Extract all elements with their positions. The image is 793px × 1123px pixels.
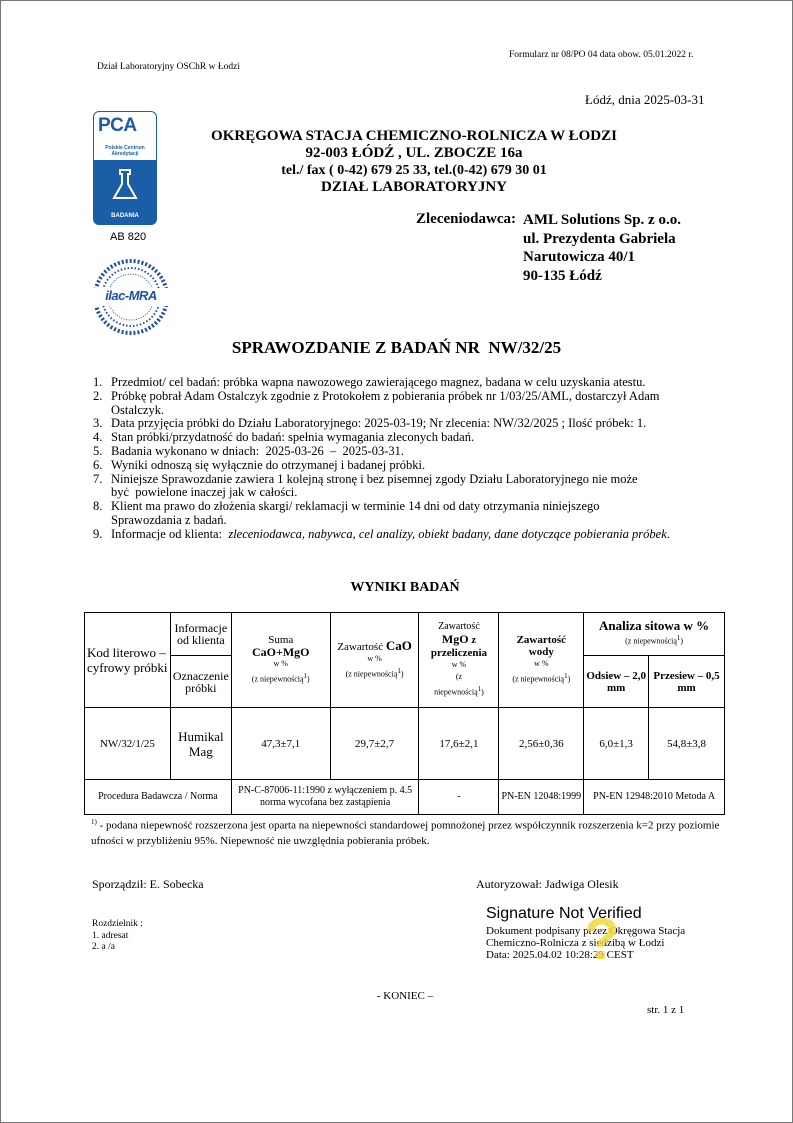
client-line-3: Narutowicza 40/1 — [523, 249, 636, 265]
header-mgo: Zawartość MgO z przeliczenia w % (z niepewnością1) — [419, 613, 499, 708]
list-item: 3. Data przyjęcia próbki do Działu Laboratoryjnego: 2025-03-19; Nr zlecenia: NW/32/2025 ; Ilość próbek: 1. — [93, 416, 647, 431]
client-label: Zleceniodawca: — [416, 211, 516, 227]
procedure-mgo: - — [419, 780, 499, 815]
list-item: 4. Stan próbki/przydatność do badań: spełnia wymagania zleconych badań. — [93, 430, 475, 445]
results-title: WYNIKI BADAŃ — [350, 580, 460, 595]
list-item: 9. Informacje od klienta: zleceniodawca, nabywca, cel analizy, obiekt badany, dane dotyczące pobierania próbek. — [93, 526, 670, 541]
header-sample-mark: Oznaczenie próbki — [170, 656, 231, 708]
cell-przesiew: 54,8±3,8 — [649, 708, 725, 780]
station-name: OKRĘGOWA STACJA CHEMICZNO-ROLNICZA W ŁODZI — [211, 128, 617, 144]
list-item: 7. Niniejsze Sprawozdanie zawiera 1 kolejną stronę i bez pisemnej zgody Działu Laboratoryjnego nie może — [93, 471, 638, 486]
page-number: str. 1 z 1 — [647, 1004, 685, 1016]
list-item-continued: byċ powielone inaczej jak w całości. — [111, 485, 298, 500]
results-table — [84, 612, 725, 815]
procedure-sum-cao: PN-C-87006-11:1990 z wyłączeniem p. 4.5 norma wycofana bez zastąpienia — [231, 780, 419, 815]
report-title: SPRAWOZDANIE Z BADAŃ NR NW/32/25 — [231, 338, 562, 357]
question-mark-icon: ? — [584, 907, 620, 972]
header-code: Kod literowo –cyfrowy próbki — [85, 613, 171, 708]
end-marker: - KONIEC – — [376, 990, 434, 1002]
procedure-label: Procedura Badawcza / Norma — [85, 780, 232, 815]
list-item: 2. Próbkę pobrał Adam Ostalczyk zgodnie z Protokołem z pobierania próbek nr 1/03/25/AML, dostarczył Adam — [93, 388, 660, 403]
department-top: Dział Laboratoryjny OSChR w Łodzi — [97, 62, 241, 72]
prepared-by: Sporządził: E. Sobecka — [92, 877, 204, 891]
footnote-mark: 1) — [91, 818, 97, 826]
signature-details: Dokument podpisany przez Okręgowa Stacja Chemiczno-Rolnicza z siedzibą w Łodzi Data: 2025.04.02 10:28:29 CEST — [486, 925, 686, 961]
list-item: 1. Przedmiot/ cel badań: próbka wapna nawozowego zawierającego magnez, badana w celu uzyskania atestu. — [93, 375, 646, 389]
client-line-2: ul. Prezydenta Gabriela — [523, 230, 676, 247]
report-items — [93, 376, 723, 542]
station-address: 92-003 ŁÓDŹ , UL. ZBOCZE 16a — [305, 145, 523, 161]
distribution-line-2: 2. a /a — [92, 942, 115, 952]
form-number: Formularz nr 08/PO 04 data obow. 05.01.2022 r. — [509, 50, 694, 60]
signature-block — [486, 905, 726, 972]
station-phone: tel./ fax ( 0-42) 679 25 33, tel.(0-42) 679 30 01 — [281, 163, 547, 178]
client-line-4: 90-135 Łódź — [523, 267, 602, 284]
footnote — [91, 815, 731, 849]
procedure-sieve: PN-EN 12948:2010 Metoda A — [584, 780, 725, 815]
list-item: 8. Klient ma prawo do złożenia skargi/ reklamacji w terminie 14 dni od daty otrzymania niniejszego — [93, 499, 600, 514]
procedure-water: PN-EN 12048:1999 — [499, 780, 584, 815]
accreditation-number: AB 820 — [110, 231, 147, 243]
footnote-text: - podana niepewność rozszerzona jest oparta na niepewności standardowej pomnożonej przez współczynnik rozszerzenia k=2 przy poziomie ufności w przybliżeniu 95%. Niepewność nie uwzględnia pobierania próbek. — [91, 819, 720, 847]
list-item: 5. Badania wykonano w dniach: 2025-03-26 – 2025-03-31. — [93, 443, 404, 458]
pca-logo-text: PCA — [98, 115, 137, 136]
table-row — [85, 708, 725, 780]
cell-water: 2,56±0,36 — [499, 708, 584, 780]
authorized-by: Autoryzował: Jadwiga Olesik — [476, 877, 619, 891]
header-water: Zawartość wody w % (z niepewnością1) — [499, 613, 584, 708]
list-item-continued: Sprawozdania z badań. — [111, 512, 227, 527]
signature-title: Signature Not Verified — [486, 905, 642, 922]
header-client-info: Informacje od klienta — [170, 613, 231, 656]
procedure-row — [85, 780, 725, 815]
header-sum: Suma CaO+MgO w % (z niepewnością1) — [231, 613, 330, 708]
pca-subtitle-2: Akredytacji — [111, 151, 139, 157]
cell-cao: 29,7±2,7 — [330, 708, 419, 780]
pca-subtitle-1: Polskie Centrum — [105, 145, 145, 151]
ilac-mra-logo — [92, 258, 170, 336]
list-item-continued: Ostalczyk. — [111, 402, 165, 417]
list-item: 6. Wyniki odnoszą się wyłącznie do otrzymanej i badanej próbki. — [93, 457, 426, 472]
pca-blue-panel — [94, 160, 156, 224]
distribution-list — [92, 919, 143, 954]
client-address — [523, 211, 681, 285]
place-date: Łódź, dnia 2025-03-31 — [585, 92, 705, 107]
header-przesiew: Przesiew – 0,5 mm — [649, 656, 725, 708]
station-department: DZIAŁ LABORATORYJNY — [320, 179, 508, 195]
header-cao: Zawartość CaO w % (z niepewnością1) — [330, 613, 419, 708]
pca-badania: BADANIA — [111, 213, 139, 219]
flask-icon — [94, 164, 156, 208]
distribution-line-1: 1. adresat — [92, 930, 129, 941]
cell-mark: Humikal Mag — [170, 708, 231, 780]
station-header — [170, 128, 658, 196]
header-odsiew: Odsiew – 2,0 mm — [584, 656, 649, 708]
cell-sum: 47,3±7,1 — [231, 708, 330, 780]
header-sieve: Analiza sitowa w % (z niepewnością1) — [584, 613, 725, 656]
cell-code: NW/32/1/25 — [85, 708, 171, 780]
cell-odsiew: 6,0±1,3 — [584, 708, 649, 780]
client-line-1: AML Solutions Sp. z o.o. — [523, 212, 681, 228]
cell-mgo: 17,6±2,1 — [419, 708, 499, 780]
ilac-text: ilac-MRA — [105, 288, 157, 303]
pca-logo — [93, 111, 157, 225]
distribution-title: Rozdzielnik : — [92, 919, 143, 929]
